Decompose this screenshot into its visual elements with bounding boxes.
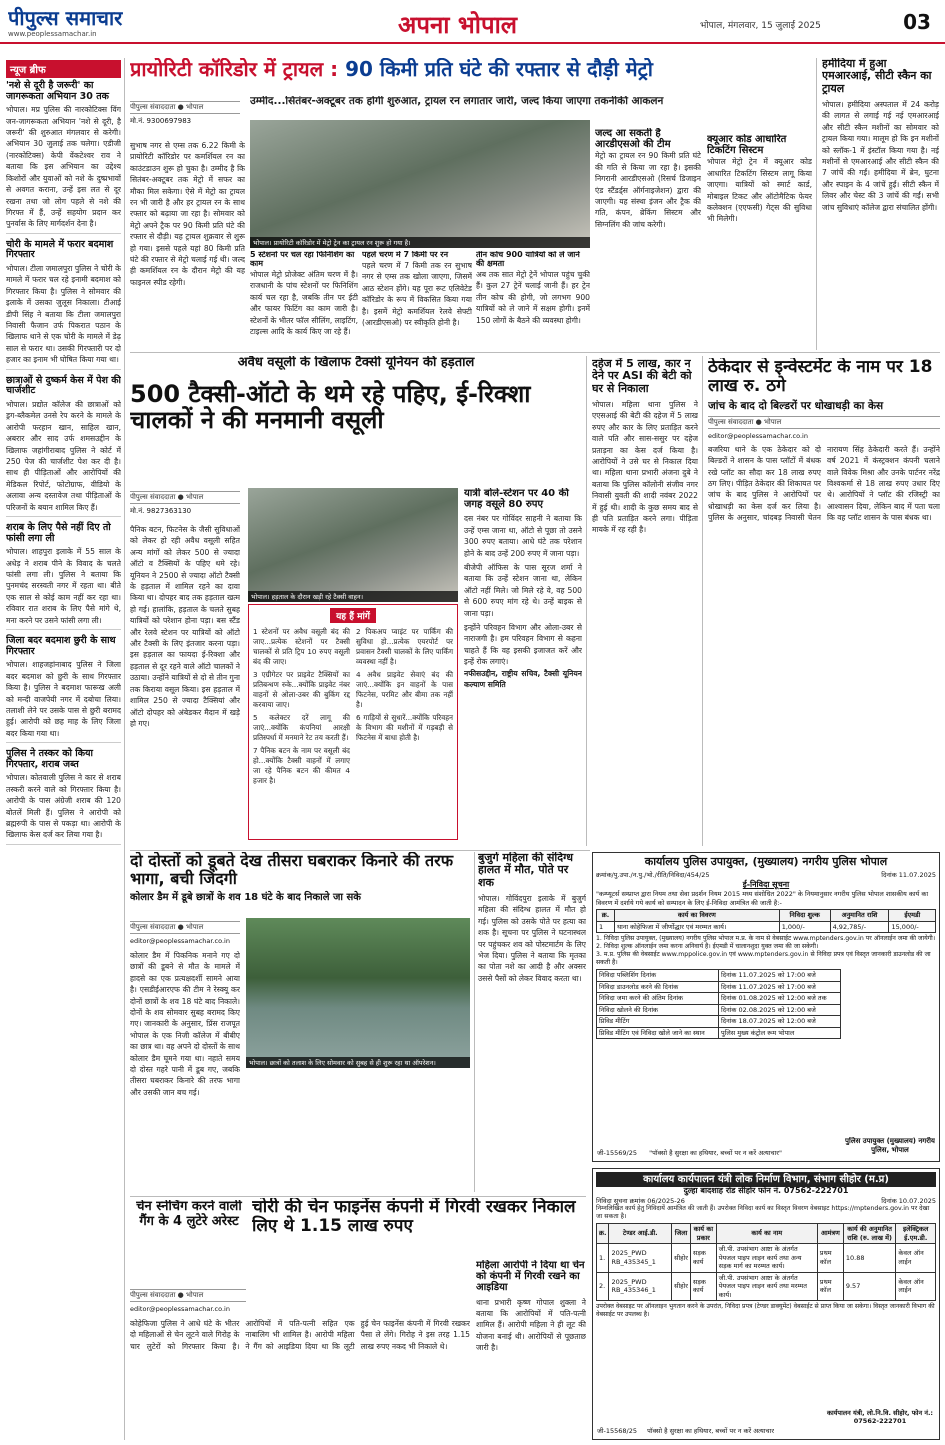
dam-story: [130, 852, 470, 1192]
table-row: [597, 1272, 936, 1301]
schedule-cell: निविदा खोलने की दिनांक: [597, 1004, 719, 1016]
table-header: कार्य की अनुमानित राशि (रु. लाख में): [843, 1224, 896, 1244]
schedule-row: [597, 981, 841, 993]
taxi-story: [130, 356, 582, 846]
metro-col-b: पहले चरण में 7 किमी पर रन पहले चरण में 7 किमी तक रन सुभाष नगर से एम्स तक खोला जाएगा, जिसमें आठ स्टेशन होंगे। यह पूरा रूट एलिवेटेड कॉरिडोर के रूप में विकसित किया गया है। इसमें मेट्रो कमर्शियल रेलवे सेफ्टी (आरडीएसओ) पर स्वीकृति होनी है।: [362, 251, 472, 327]
taxi-byline: पीपुल्स संवाददाता ● भोपाल मो.नं. 9827363130: [130, 488, 240, 516]
hamidia-story: [822, 58, 939, 350]
metro-headline: [130, 58, 812, 80]
quote-sign: नफीसउद्दीन, राष्ट्रीय सचिव, टैक्सी यूनियन कल्याण समिति: [464, 668, 582, 690]
table-cell: 2025_PWD RB_435345_1: [609, 1244, 672, 1273]
table-header: जिला: [672, 1224, 691, 1244]
table-cell: सीहोर: [672, 1244, 691, 1273]
table-cell: 9.57: [843, 1272, 896, 1301]
website: www.peoplessamachar.in: [8, 30, 97, 38]
hamidia-headline: हमीदिया में हुआ एमआरआई, सीटी स्कैन का ट्रायल: [822, 58, 932, 95]
taxi-body: पैनिक बटन, फिटनेस के जैसी सुविधाओं को लेकर हो रही अवैध वसूली सहित अन्य मांगों को लेकर 500 से ज्यादा ऑटो व टैक्सियों के पहिए थमे रहे। यूनियन ने 2500 से ज्यादा ऑटो टैक्सी के हड़ताल में शामिल रहने का दावा किया था। दोपहर बाद तक हड़ताल खत्म हो गई। हालांकि, हड़ताल के चलते सुबह यात्रियों को परेशान होना पड़ा। बस स्टैंड और रेलवे स्टेशन पर यात्रियों को ऑटो और टैक्सी के लिए इंतजार करना पड़ा। इस हड़ताल का फायदा ई-रिक्शा और हड़ताल से दूर रहने वाले ऑटो चालकों ने उठाया। उन्होंने यात्रियों से दो से तीन गुना तक किराया वसूल किया। इस हड़ताल में शामिल 250 से ज्यादा टैक्सियां और ऑटो दोपहर को अंबेडकर मैदान में खड़े हो गए।: [130, 525, 240, 728]
news-brief-label: न्यूज ब्रीफ: [6, 60, 121, 78]
police-tender-title: कार्यालय पुलिस उपायुक्त, (मुख्यालय) नगरीय पुलिस भोपाल: [644, 855, 888, 868]
brief-body: भोपाल। शाहपुरा इलाके में 55 साल के अधेड़ ने शराब पीने के विवाद के चलते फांसी लगा ली। पुलिस ने बताया कि पुनमचंद सरस्वती नगर में रहता था। बीते एक साल से कोई काम नहीं कर रहा था। रविवार रात शराब के लिए पैसे मांगे थे, मना करने पर उसने फांसी लगा ली।: [6, 547, 121, 625]
table-header: टेण्डर आई.डी.: [609, 1224, 672, 1244]
pwd-tender-table: [596, 1223, 936, 1301]
schedule-cell: प्रिविड मीटिंग: [597, 1016, 719, 1028]
table-header: कार्य का नाम: [716, 1224, 817, 1244]
brief-item: [6, 749, 121, 845]
chain-box: महिला आरोपी ने दिया था चेन को कंपनी में गिरवी रखने का आइडिया थाना प्रभारी कृष्ण गोपाल शुक्ला ने बताया कि आरोपियों में पति-पत्नी शामिल हैं। आरोपी महिला ने ही लूट की योजना बनाई थी। आरोपियों से पूछताछ जारी है।: [476, 1260, 586, 1353]
table-header: ईएमडी: [889, 910, 936, 922]
brief-headline: छात्राओं से दुष्कर्म केस में पेश की चार्जशीट: [6, 374, 121, 397]
schedule-row: [597, 970, 841, 982]
metro-subhead: उम्मीद...सितंबर-अक्टूबर तक होगी शुरुआत, ट्रायल रन लगातार जारी, जल्द किया जाएगा तकनीकी आकलन: [250, 96, 664, 107]
thekedar-email: editor@peoplessamachar.co.in: [708, 431, 808, 440]
schedule-cell: दिनांक 11.07.2025 को 17:00 बजे: [719, 981, 841, 993]
table-header: निविदा शुल्क: [779, 910, 830, 922]
metro-side-2: क्यूआर कोड आधारित टिकटिंग सिस्टम भोपाल मेट्रो ट्रेन में क्यूआर कोड आधारित टिकटिंग सिस्टम लागू किया जाएगा। यात्रियों को स्मार्ट कार्ड, मोबाइल टिकट और ऑटोमैटिक फेयर कलेक्शन (एएफसी) गेट्स की सुविधा भी मिलेगी।: [707, 134, 812, 224]
dam-headline: दो दोस्तों को डूबते देख तीसरा घबराकर किनारे की तरफ भागा, बची जिंदगी: [130, 852, 454, 888]
brief-headline: चोरी के मामले में फरार बदमाश गिरफ्तार: [6, 238, 114, 261]
schedule-cell: प्रिविड मीटिंग एवं निविदा खोले जाने का स्थान: [597, 1027, 719, 1039]
dahej-headline: दहेज में 5 लाख, कार न देने पर ASI की बेटी को घर से निकाला: [592, 358, 692, 395]
pwd-tender-ref: निविदा सूचना क्रमांक 06/2025-26: [596, 1197, 685, 1206]
metro-byline: पीपुल्स संवाददाता ● भोपाल मो.नं. 9300697983: [130, 98, 240, 126]
chain-headline: चोरी की चेन फाइनेंस कंपनी में गिरवी रखकर निकाल लिए थे 1.15 लाख रुपए: [252, 1198, 576, 1237]
brief-item: [6, 636, 121, 743]
metro-story: [130, 58, 812, 350]
thekedar-headline: ठेकेदार से इन्वेस्टमेंट के नाम पर 18 लाख रु. ठगे: [708, 358, 933, 397]
table-cell: थाना कोहेफिजा में जीर्णोद्धार एवं मरम्मत कार्य।: [614, 921, 779, 933]
table-cell: 1: [597, 921, 615, 933]
chain-side-head: चेन स्नेचिंग करने वाली गैंग के 4 लुटेरे अरेस्ट: [136, 1200, 242, 1229]
chain-byline: पीपुल्स संवाददाता ● भोपाल editor@peoplessamachar.co.in: [130, 1286, 246, 1313]
brief-item: [6, 240, 121, 370]
brief-headline: शराब के लिए पैसे नहीं दिए तो फांसी लगा ली: [6, 521, 111, 544]
pwd-tender-title: कार्यालय कार्यपालन यंत्री लोक निर्माण विभाग, संभाग सीहोर (म.प्र): [596, 1172, 936, 1187]
table-header: कार्य का विवरण: [614, 910, 779, 922]
schedule-row: [597, 1027, 841, 1039]
demand-item: 2 पिकअप प्वाइंट पर पार्किंग की सुविधा हो...प्रत्येक एयरपोर्ट पर प्रवासन टैक्सी चालकों के लिए पार्किंग व्यवस्था नहीं है।: [356, 627, 453, 666]
demands-box: यह हैं मांगें 1 स्टेशनों पर अवैध वसूली बंद की जाए...प्रत्येक स्टेशनों पर टैक्सी चालकों से प्रति ट्रिप 10 रुपए वसूली बंद की जाए। 2 पिकअप प्वाइंट पर पार्किंग की सुविधा हो...प्रत्येक एयरपोर्ट पर प्रवासन टैक्सी चालकों के लिए पार्किंग व्यवस्था नहीं है। 3 एग्रीगेटर पर प्राइवेट टैक्सियों का प्रतिबन्धण रुके...क्योंकि प्राइवेट नंबर वाहनों से ओला-उबर की बुकिंग रद्द करवाया जाए। 4 अवैध प्राइवेट सेवाएं बंद की जाएं...क्योंकि इन वाहनों के पास फिटनेस, परमिट और बीमा तक नहीं है। 5 कलेक्टर दरें लागू की जाएं...क्योंकि कंपनियां आरक्षी प्रतिस्पर्धा में मनमाने रेट तय करती हैं। 6 गाड़ियों से सुधारें...क्योंकि परिवहन के विभाग की मशीनों में गड़बड़ी से फिटनेस में बाधा होती है। 7 पैनिक बटन के नाम पर वसूली बंद हो...क्योंकि टैक्सी वाहनों में लगाए जा रहे पैनिक बटन की कीमत 4 हजार है।: [248, 604, 458, 840]
masthead: [0, 0, 945, 44]
chain-body: कोहेफिजा पुलिस ने आधे घंटे के भीतर दो महिलाओं से चेन लूटने वाले गिरोह के चार लुटेरों को गिरफ्तार किया है। आरोपियों में पति-पत्नी सहित एक नाबालिग भी शामिल है। आरोपी महिला ने गैंग को आइडिया दिया था कि लूटी हुई चेन फाइनेंस कंपनी में गिरवी रखकर पैसा ले लेंगे। गिरोह ने इस तरह 1.15 लाख रुपए नकद भी निकाले थे।: [130, 1319, 470, 1351]
table-cell: 1.: [597, 1244, 609, 1273]
schedule-row: [597, 1016, 841, 1028]
budhi-headline: बुजुर्ग महिला की संदिग्ध हालत में मौत, पोते पर शक: [478, 852, 573, 889]
metro-col-a: 5 स्टेशनों पर चल रहा फिनिशिंग का काम भोपाल मेट्रो प्रोजेक्ट अंतिम चरण में है। राजधानी के पांच स्टेशनों पर फिनिशिंग कार्य चल रहा है, जबकि तीन पर ईटी और फायर फिटिंग का काम जारी है। स्टेशनों के भीतर फॉल सीलिंग, लाइटिंग, टाइल्स आदि के कार्य किए जा रहे हैं।: [250, 251, 358, 336]
police-tender-ref: क्रमांक/पु.उपा./न.पु./भो./रीति/निविदा/454/25: [596, 871, 710, 880]
brief-item: [6, 81, 121, 234]
police-tender-slogan: "पॉक्सो है सुरक्षा का हथियार, बच्चों पर न करें अत्याचार": [649, 1149, 782, 1157]
pwd-tender-sign: कार्यपालन यंत्री, लो.नि.वि. सीहोर, फोन नं.: 07562-222701: [826, 1409, 934, 1425]
schedule-row: [597, 1004, 841, 1016]
demand-item: 4 अवैध प्राइवेट सेवाएं बंद की जाएं...क्योंकि इन वाहनों के पास फिटनेस, परमिट और बीमा तक नहीं है।: [356, 670, 453, 709]
table-header: अनुमानित राशि: [830, 910, 889, 922]
schedule-cell: निविदा पब्लिशिंग दिनांक: [597, 970, 719, 982]
brief-item: [6, 523, 121, 630]
table-cell: 15,000/-: [889, 921, 936, 933]
table-cell: प्रथम कॉल: [817, 1272, 843, 1301]
pwd-tender-footer: उपरोक्त वेबसाइट पर ऑनलाइन भुगतान करने के उपरांत, निविदा प्रपत्र (टेण्डर डाक्युमेंट) वेबसाईट से प्राप्त किया जा सकेगा। विस्तृत जानकारी विभाग की वेबसाईट पर उपलब्ध है।: [596, 1303, 935, 1319]
table-header: आमंत्रण: [817, 1224, 843, 1244]
police-tender: [592, 852, 940, 1162]
demand-item: 3 एग्रीगेटर पर प्राइवेट टैक्सियों का प्रतिबन्धण रुके...क्योंकि प्राइवेट नंबर वाहनों से ओला-उबर की बुकिंग रद्द करवाया जाए।: [253, 670, 350, 709]
table-cell: जी.पी. उपसंभाग आष्टा के अंतर्गत पेयजल पाइप लाइन कार्य तथा मरम्मत कार्य।: [716, 1272, 817, 1301]
brief-body: भोपाल। कोतवाली पुलिस ने कार से शराब तस्करी करने वाले को गिरफ्तार किया है। आरोपी के पास अंग्रेजी शराब की 120 बोतलें मिली हैं। पुलिस ने आरोपी को ब्रह्मरुपी के पास से पकड़ा था। आरोपी के खिलाफ केस दर्ज कर लिया गया है।: [6, 773, 121, 840]
pwd-tender-jio: जी-15568/25: [597, 1427, 637, 1435]
taxi-quotes: यात्री बोले-स्टेशन पर 40 की जगह वसूले 80 रुपए दस नंबर पर गोविंदर साहनी ने बताया कि उन्हें एम्स जाना था, ऑटो से पूछा तो उसने 300 रुपए बताया। आधे घंटे तक परेशान होने के बाद उन्हें 200 रुपए में जाना पड़ा। बीजेपी ऑफिस के पास सूरज शर्मा ने बताया कि उन्हें स्टेशन जाना था, लेकिन ऑटो नहीं मिले। जो मिले रहे वे, वह 500 से 600 रुपए मांग रहे थे। उन्हें बाइक से जाना पड़ा। इन्होंने परिवहन विभाग और ओला-उबर से नाराजगी है। हम परिवहन विभाग से कहना चाहते हैं कि वह इसकी इजाजत करें और इन्हें रोक लगाएं। नफीसउद्दीन, राष्ट्रीय सचिव, टैक्सी यूनियन कल्याण समिति: [464, 488, 582, 690]
taxi-photo: भोपाल। हड़ताल के दौरान खड़ी रहे टैक्सी वाहन।: [248, 488, 458, 602]
table-header: क्र.: [597, 1224, 609, 1244]
police-tender-intro: "कम्प्यूटर्स सम्प्राप्त द्वारा नियम तथा सेवा प्रदर्शन नियम 2015 मध्य संशोधित 2022" के नियमानुसार नगरीय पुलिस भोपाल शासकीय कार्य का विवरण में दर्शाये गये कार्य को सम्पादन के लिए ई-निविदा आमंत्रित की जाती है:-: [596, 890, 929, 907]
pwd-tender-date: दिनांक 10.07.2025: [881, 1197, 936, 1206]
demand-item: 5 कलेक्टर दरें लागू की जाएं...क्योंकि कंपनियां आरक्षी प्रतिस्पर्धा में मनमाने रेट तय करती हैं।: [253, 713, 350, 742]
police-tender-jio: जी-15569/25: [597, 1149, 637, 1157]
hamidia-body: भोपाल। हमीदिया अस्पताल में 24 करोड़ की लागत से लगाई गई नई एमआरआई और सीटी स्कैन मशीनों का सोमवार को ट्रायल किया गया। मालूम हो कि इन मशीनों को स्लॉक-1 में इंस्टॉल किया गया है। नई मशीनों से एमआरआई और सीटी स्कैन की 7 जांचें की गईं। हमीदिया में ब्रेन, घुटना और स्पाइन के 4 जांचें हुईं। सीटी स्कैन में लिवर और चेस्ट की 3 जांचें की गईं। सभी जांच सुविधाएं कॉलेज द्वारा संचालित होंगी।: [822, 99, 939, 212]
logo: [8, 6, 183, 40]
table-cell: केवल ऑन लाईन: [896, 1244, 936, 1273]
dahej-story: [592, 358, 698, 848]
schedule-cell: दिनांक 02.08.2025 को 12:00 बजे: [719, 1004, 841, 1016]
table-cell: केवल ऑन लाईन: [896, 1272, 936, 1301]
schedule-cell: दिनांक 01.08.2025 को 12:00 बजे तक: [719, 993, 841, 1005]
table-row: [597, 1244, 936, 1273]
table-cell: 2025_PWD RB_435346_1: [609, 1272, 672, 1301]
metro-side-1: जल्द आ सकती है आरडीएसओ की टीम मेट्रो का ट्रायल रन 90 किमी प्रति घंटे की गति से किया जा रहा है। इसकी निगरानी आरडीएसओ (रिसर्च डिजाइन एंड स्टैंडर्ड्स ऑर्गनाइजेशन) द्वारा की जाएगी। यह संस्था इंजन और ट्रैक की गति, कंपन, ब्रेकिंग सिस्टम और सिग्नलिंग की जांच करेगी।: [595, 128, 701, 229]
police-tender-date: दिनांक 11.07.2025: [881, 871, 936, 880]
page-number: 03: [903, 10, 931, 34]
police-tender-schedule: [596, 969, 841, 1039]
police-tender-table: [596, 909, 936, 933]
quote-2: बीजेपी ऑफिस के पास सूरज शर्मा ने बताया कि उन्हें स्टेशन जाना था, लेकिन ऑटो नहीं मिले। जो मिले रहे वे, वह 500 से 600 रुपए मांग रहे थे। उन्हें बाइक से जाना पड़ा।: [464, 563, 582, 618]
table-header: कार्य का प्रकार: [690, 1224, 716, 1244]
table-cell: 1,000/-: [779, 921, 830, 933]
table-cell: जी.पी. उपसंभाग आष्टा के अंतर्गत पेयजल पाइप लाइन कार्य तथा अन्य सड़क मार्ग का मरम्मत कार्य।: [716, 1244, 817, 1273]
pwd-tender: [592, 1168, 940, 1440]
table-cell: 10.88: [843, 1244, 896, 1273]
table-header: क्र.: [597, 910, 615, 922]
tender-note: 2. निविदा शुल्क ऑनलाईन जमा करना अनिवार्य है। ईएमडी में चालानशुदा युक्त जमा की जा सकेगी।: [596, 943, 819, 951]
dam-subhead: कोलार डैम में डूबे छात्रों के शव 18 घंटे के बाद निकाले जा सके: [130, 891, 361, 903]
brief-headline: जिला बदर बदमाश छुरी के साथ गिरफ्तार: [6, 635, 116, 657]
pwd-tender-sub: दुल्हा बादशाह रोड सीहोर फोन नं. 07562-222701: [683, 1186, 849, 1196]
budhi-body: भोपाल। गोविंदपुरा इलाके में बुजुर्ग महिला की संदिग्ध हालत में मौत हो गई। पुलिस को उसके पोते पर हत्या का शक है। सूचना पर पुलिस ने घटनास्थल पर पहुंचकर शव को पोस्टमार्टम के लिए भेज दिया। पुलिस ने बताया कि मृतका का पोता नशे का आदी है और अक्सर उससे पैसों को लेकर विवाद करता था।: [478, 893, 586, 983]
table-header: इलेक्ट्रिकल ई.एम.डी.: [896, 1224, 936, 1244]
dam-body: कोलार डैम में पिकनिक मनाने गए दो छात्रों की डूबने से मौत के मामले में हादसे का एक प्रत्यक्षदर्शी सामने आया है। एसडीईआरएफ की टीम ने रेस्क्यू कर दोनों छात्रों के शव 18 घंटे बाद निकाले। दोनों के शव सोमवार सुबह बरामद किए गए। जानकारी के अनुसार, प्रिंस राजपूत भोपाल के एक निजी कॉलेज में बीबीए का छात्र था। वह अपने दो दोस्तों के साथ कोलार डैम घूमने गया था। नहाते समय दो दोस्त गहरे पानी में डूब गए, जबकि तीसरा घबराकर किनारे की तरफ भागा और उसकी जान बच गई।: [130, 951, 240, 1097]
schedule-cell: दिनांक 18.07.2025 को 12:00 बजे: [719, 1016, 841, 1028]
quote-1: दस नंबर पर गोविंदर साहनी ने बताया कि उन्हें एम्स जाना था, ऑटो से पूछा तो उसने 300 रुपए बताया। आधे घंटे तक परेशान होने के बाद उन्हें 200 रुपए में जाना पड़ा।: [464, 514, 582, 558]
thekedar-byline: पीपुल्स संवाददाता ● भोपाल: [708, 416, 940, 429]
brief-body: भोपाल। प्रद्योत कॉलेज की छात्राओं को ड्रग-ब्लैकमेल उनसे रेप करने के मामले के आरोपी फरहान खान, साहिल खान, अबरार और साद उर्फ शमसउद्दीन के खिलाफ जहांगीराबाद पुलिस ने कोर्ट में 250 पेज की चार्जशीट पेश कर दी है। साथ ही पीड़िताओं और आरोपियों की मेडिकल रिपोर्ट, फोटोग्राफ, वीडियो के अलावा अन्य दस्तावेज तथा पीड़िताओं के परिजनों के बयान शामिल किए हैं।: [6, 399, 121, 512]
thekedar-body: बजरिया थाने के एक ठेकेदार को दो बिल्डरों ने शासन के पास प्लॉटों में बंधक रखे प्लॉट का सौदा कर 18 लाख रुपए ठग लिए। पीड़ित ठेकेदार की शिकायत पर जांच के बाद पुलिस ने आरोपियों पर धोखाधड़ी का केस दर्ज कर लिया है। पुलिस के अनुसार, चांदबड़ निवासी चेतन नारायण सिंह ठेकेदारी करते हैं। उन्होंने वर्ष 2021 में कंस्ट्रक्शन कंपनी चलाने वाले विवेक मिश्रा और उनके पार्टनर नरेंद्र विश्वकर्मा से 18 लाख रुपए उधार दिए थे। आरोपियों ने प्लॉट की रजिस्ट्री का आश्वासन दिया, लेकिन बाद में पता चला कि वह प्लॉट शासन के पास बंधक था।: [708, 444, 940, 523]
table-cell: 4,92,785/-: [830, 921, 889, 933]
table-cell: सड़क कार्य: [690, 1244, 716, 1273]
brief-headline: पुलिस ने तस्कर को किया गिरफ्तार, शराब जब्त: [6, 748, 93, 770]
schedule-cell: दिनांक 11.07.2025 को 17:00 बजे: [719, 970, 841, 982]
dam-photo: भोपाल। छात्रों को तलाश के लिए सोमवार को सुबह से ही शुरू रहा था ऑपरेशन।: [246, 918, 470, 1068]
budhi-story: [478, 852, 586, 1192]
pwd-tender-slogan: पॉक्सो है सुरक्षा का हथियार, बच्चों पर न करें अत्याचार: [647, 1427, 774, 1435]
police-tender-sign: पुलिस उपायुक्त (मुख्यालय) नगरीय पुलिस, भोपाल: [845, 1137, 935, 1154]
table-cell: सड़क कार्य: [690, 1272, 716, 1301]
dateline: भोपाल, मंगलवार, 15 जुलाई 2025: [700, 21, 821, 31]
dahej-body: भोपाल। महिला थाना पुलिस ने एएसआई की बेटी की दहेज में 5 लाख रुपए और कार के लिए प्रताड़ित करने वाले पति और सास-ससुर पर दहेज प्रताड़ना का केस दर्ज किया है। आरोपियों ने उसे घर से निकाल दिया था। महिला थाना प्रभारी अंजना दुबे ने बताया कि पुलिस कॉलोनी संजीव नगर निवासी युवती की शादी नवंबर 2022 में हुई थी। शादी के कुछ समय बाद से ही पति प्रताड़ित करने लगा। पीड़िता मायके में रह रही है।: [592, 399, 698, 535]
schedule-cell: निविदा जमा करने की अंतिम दिनांक: [597, 993, 719, 1005]
brief-item: [6, 376, 121, 517]
taxi-headline: 500 टैक्सी-ऑटो के थमे रहे पहिए, ई-रिक्शा चालकों ने की मनमानी वसूली: [130, 379, 531, 435]
dam-byline: पीपुल्स संवाददाता ● भोपाल editor@peoplessamachar.co.in: [130, 918, 240, 945]
taxi-kicker: अवैध वसूली के खिलाफ टैक्सी यूनियन की हड़ताल: [237, 356, 475, 370]
schedule-cell: पुलिस मुख्य कंट्रोल रूम भोपाल: [719, 1027, 841, 1039]
brief-body: भोपाल। शाहजहांनाबाद पुलिस ने जिला बदर बदमाश को छुरी के साथ गिरफ्तार किया है। पुलिस ने बदमाश फारूख अली को मन्दी वाजपेयी नगर में दबोचा लिया। तलाशी लेने पर उसके पास से छुरी बरामद हुई। आरोपी को छह माह के लिए जिला बदर किया गया था।: [6, 660, 121, 738]
metro-col-c: तीन कोच 900 यात्रियों को ले जाने की क्षमता अब तक सात मेट्रो ट्रेनें भोपाल पहुंच चुकी हैं। कुल 27 ट्रेनें चलाई जानी हैं। हर ट्रेन तीन कोच की होगी, जो लगभग 900 यात्रियों को ले जाने में सक्षम होगी। इनमें 150 लोगों के बैठने की व्यवस्था होगी।: [476, 251, 590, 325]
demand-item: 7 पैनिक बटन के नाम पर वसूली बंद हो...क्योंकि टैक्सी वाहनों में लगाए जा रहे पैनिक बटन की कीमत 4 हजार है।: [253, 746, 350, 785]
thekedar-story: [708, 358, 940, 848]
brief-body: भोपाल। मप्र पुलिस की नारकोटिक्स विंग जन-जागरूकता अभियान 'नशे से दूरी, है जरूरी' की शुरुआत मंगलवार से करेगी। अभियान 30 जुलाई तक चलेगा। एडीजी (नारकोटिक्स) केपी वेंकटेश्वर राव ने बताया कि इस अभियान का उद्देश्य किशोरों और युवाओं को नशे के दुष्प्रभावों से अवगत कराना, उन्हें इस लत से दूर रखना तथा जो लोग पहले से नशे की गिरफ्त में हैं, उन्हें सहयोग प्रदान कर पुनर्वास के लिए मार्गदर्शन देना है।: [6, 105, 121, 229]
tender-note: 3. म.प्र. पुलिस की वेबसाईट www.mppolice.gov.in एवं www.mptenders.gov.in से निविदा प्रपत्र एवं विस्तृत जानकारी डाउनलोड की जा सकती है।: [596, 951, 931, 967]
logo-text: पीपुल्स समाचार: [8, 6, 123, 30]
demand-item: 6 गाड़ियों से सुधारें...क्योंकि परिवहन के विभाग की मशीनों में गड़बड़ी से फिटनेस में बाधा होती है।: [356, 713, 453, 742]
table-cell: सीहोर: [672, 1272, 691, 1301]
news-brief-column: [6, 60, 121, 1440]
table-cell: प्रथम कॉल: [817, 1244, 843, 1273]
quote-3: इन्होंने परिवहन विभाग और ओला-उबर से नाराजगी है। हम परिवहन विभाग से कहना चाहते हैं कि वह इसकी इजाजत करें और इन्हें रोक लगाएं।: [464, 623, 582, 667]
brief-headline: 'नशे से दूरी है जरूरी' का जागरूकता अभियान 30 तक: [6, 80, 109, 102]
thekedar-subhead: जांच के बाद दो बिल्डरों पर धोखाधड़ी का केस: [708, 400, 884, 413]
tender-note: 1. निविदा पुलिस उपायुक्त, (मुख्यालय) नगरीय पुलिस भोपाल म.प्र. के नाम से वेबसाईट www.mptenders.gov.in पर ऑनलाईन जमा की जायेगी।: [596, 935, 936, 943]
metro-title-blue: 90 किमी प्रति घंटे की रफ्तार से दौड़ी मेट्रो: [345, 58, 653, 81]
pwd-tender-intro: निम्नलिखित कार्य हेतु निविदायें आमंत्रित की जाती हैं। उपरोक्त निविदा कार्य का विस्तृत विवरण वेबसाइट https://mptenders.gov.in पर देखा जा सकता है।: [596, 1205, 930, 1221]
section-title: अपना भोपाल: [398, 11, 518, 38]
metro-photo: भोपाल। प्रायोरिटी कॉरिडोर में मेट्रो ट्रेन का ट्रायल रन शुरू हो गया है।: [250, 120, 590, 248]
schedule-row: [597, 993, 841, 1005]
metro-title-red: प्रायोरिटी कॉरिडोर में ट्रायल :: [130, 58, 339, 81]
police-tender-subtitle: ई-निविदा सूचना: [742, 880, 790, 890]
schedule-cell: निविदा डाउनलोड करने की दिनांक: [597, 981, 719, 993]
table-row: [597, 921, 936, 933]
demand-item: 1 स्टेशनों पर अवैध वसूली बंद की जाए...प्रत्येक स्टेशनों पर टैक्सी चालकों से प्रति ट्रिप 10 रुपए वसूली बंद की जाए।: [253, 627, 350, 666]
metro-body: सुभाष नगर से एम्स तक 6.22 किमी के प्रायोरिटी कॉरिडोर पर कमर्शियल रन का काउंटडाउन शुरू हो चुका है। उम्मीद है कि सितंबर-अक्टूबर तक मेट्रो में सफर का मौका मिल सकेगा। ऐसे में मेट्रो का ट्रायल रन भी जारी है और हर ट्रायल रन के साथ रफ्तार को बढ़ाया जा रहा है। सोमवार को मेट्रो अपने ट्रैक पर 90 किमी प्रति घंटे की रफ्तार से दौड़ी। यह ट्रायल शुक्रवार से शुरू हो गया। इससे पहले यहां 80 किमी प्रति घंटे की रफ्तार से मेट्रो चलाई गई थी। जल्द ही कमर्शियल रन के दौरान मेट्रो की यह फाइनल स्पीड रहेगी।: [130, 141, 245, 287]
table-cell: 2.: [597, 1272, 609, 1301]
brief-body: भोपाल। टीला जमालपुरा पुलिस ने चोरी के मामले में फरार चल रहे इनामी बदमाश को गिरफ्तार किया है। पुलिस ने सोमवार की इलाके में उसका जुलूस निकाला। टीआई डीपी सिंह ने बताया कि टीला जमालपुरा निवासी फैजान उर्फ पिकरात पठान के खिलाफ थाने से एक चोरी के मामले में डेढ़ साल से फरार था। उसकी गिरफ्तारी पर दो हजार का इनाम भी घोषित किया गया था।: [6, 263, 121, 365]
